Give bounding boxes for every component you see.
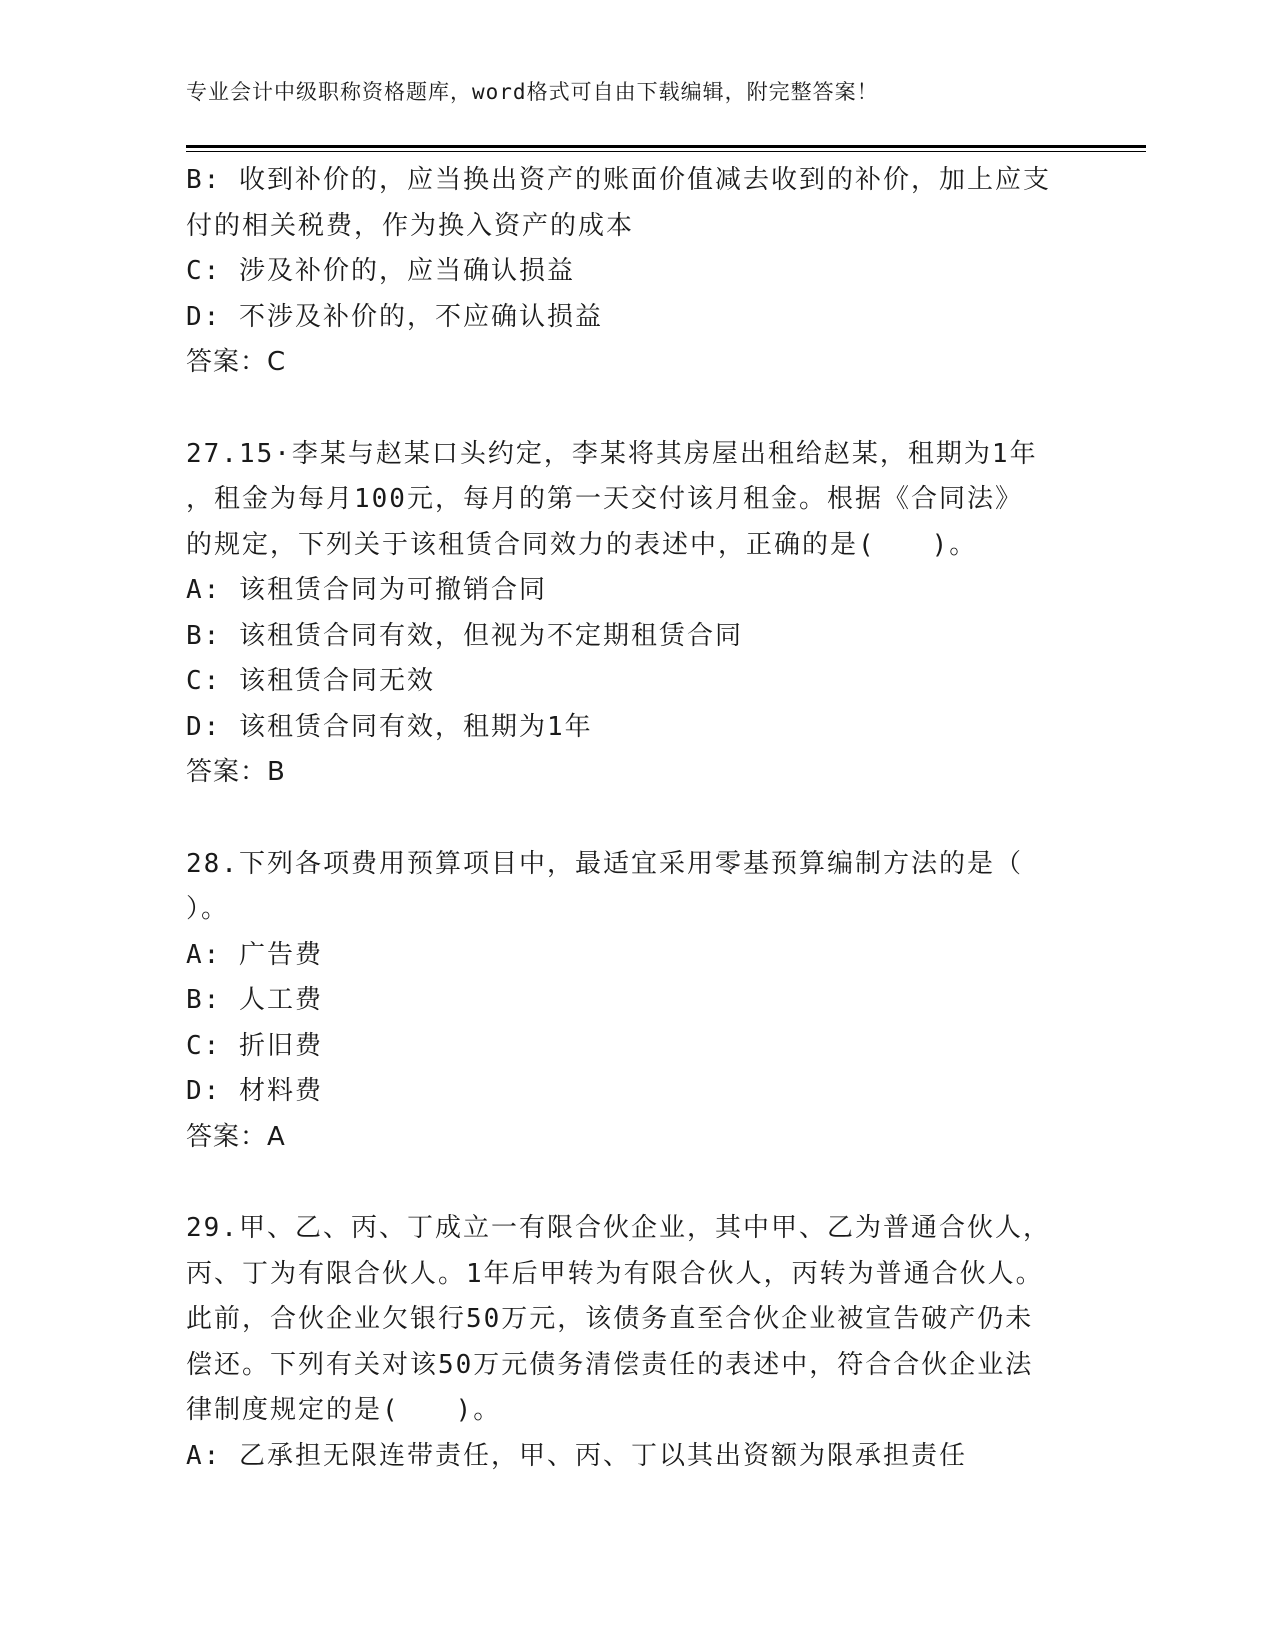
question-29-line-1: 29.甲、乙、丙、丁成立一有限合伙企业，其中甲、乙为普通合伙人， xyxy=(186,1213,1051,1243)
option-b-line-1: B: 收到补价的，应当换出资产的账面价值减去收到的补价，加上应支 xyxy=(186,165,1051,195)
question-27-line-2: ，租金为每月100元，每月的第一天交付该月租金。根据《合同法》 xyxy=(186,484,1023,514)
question-29-line-4: 偿还。下列有关对该50万元债务清偿责任的表述中，符合合伙企业法 xyxy=(186,1349,1034,1380)
question-block-28 xyxy=(186,842,1086,1161)
question-29-line-5: 律制度规定的是( )。 xyxy=(186,1395,502,1425)
page-header: 专业会计中级职称资格题库，word格式可自由下载编辑，附完整答案！ xyxy=(186,80,879,104)
option-a: A: 乙承担无限连带责任，甲、丙、丁以其出资额为限承担责任 xyxy=(186,1440,967,1471)
option-a: A: 广告费 xyxy=(186,939,323,970)
option-a: A: 该租赁合同为可撤销合同 xyxy=(186,575,547,605)
option-c: C: 涉及补价的，应当确认损益 xyxy=(186,256,575,286)
question-28-line-1: 28.下列各项费用预算项目中，最适宜采用零基预算编制方法的是（ xyxy=(186,848,1023,879)
option-b-line-2: 付的相关税费，作为换入资产的成本 xyxy=(186,210,635,241)
question-27-line-3: 的规定，下列关于该租赁合同效力的表述中，正确的是( )。 xyxy=(186,529,978,560)
question-29-line-3: 此前，合伙企业欠银行50万元，该债务直至合伙企业被宣告破产仍未 xyxy=(186,1304,1034,1334)
option-c: C: 折旧费 xyxy=(186,1030,323,1061)
option-b: B: 该租赁合同有效，但视为不定期租赁合同 xyxy=(186,620,743,651)
question-block-26 xyxy=(186,158,1086,386)
question-block-27 xyxy=(186,432,1086,796)
spacer xyxy=(186,386,1086,432)
answer-26: 答案：C xyxy=(186,347,287,377)
question-28-line-2: ）。 xyxy=(186,894,230,924)
option-d: D: 材料费 xyxy=(186,1076,323,1106)
document-body xyxy=(186,158,1086,1479)
header-rule-thin xyxy=(186,151,1146,152)
option-c: C: 该租赁合同无效 xyxy=(186,666,435,696)
question-27-line-1: 27.15·李某与赵某口头约定，李某将其房屋出租给赵某，租期为1年 xyxy=(186,438,1038,469)
answer-28: 答案：A xyxy=(186,1121,286,1152)
option-d: D: 该租赁合同有效，租期为1年 xyxy=(186,711,593,742)
spacer xyxy=(186,796,1086,842)
option-d: D: 不涉及补价的，不应确认损益 xyxy=(186,301,603,332)
answer-27: 答案：B xyxy=(186,757,286,787)
option-b: B: 人工费 xyxy=(186,985,323,1015)
header-rule-thick xyxy=(186,145,1146,148)
question-block-29 xyxy=(186,1206,1086,1479)
spacer xyxy=(186,1160,1086,1206)
question-29-line-2: 丙、丁为有限合伙人。1年后甲转为有限合伙人，丙转为普通合伙人。 xyxy=(186,1258,1044,1289)
